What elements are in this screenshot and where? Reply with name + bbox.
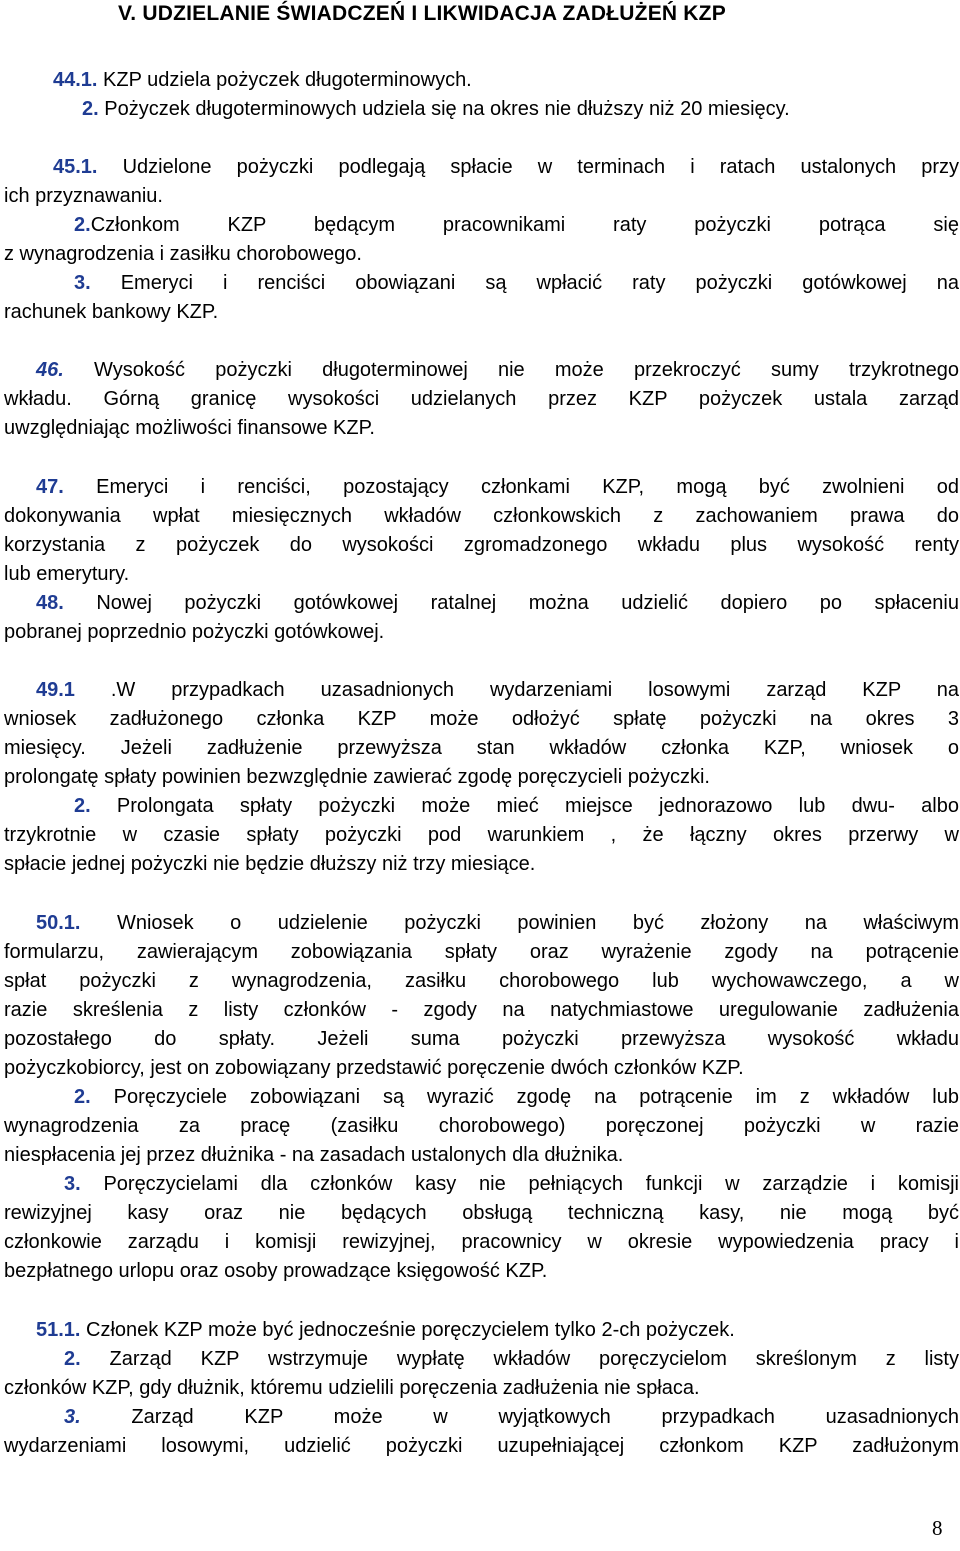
paragraph-46: 46. Wysokość pożyczki długoterminowej nie może przekroczyć sumy trzykrotnego bbox=[36, 359, 959, 381]
paragraph-50-1-line: spłat pożyczki z wynagrodzenia, zasiłku chorobowego lub wychowawczego, a w bbox=[4, 970, 959, 992]
paragraph-49-2-line: spłacie jednej pożyczki nie będzie dłuższy niż trzy miesiące. bbox=[4, 853, 536, 875]
paragraph-number: 2. bbox=[74, 214, 91, 236]
paragraph-number: 50.1. bbox=[36, 912, 81, 934]
paragraph-number: 2. bbox=[74, 1086, 91, 1108]
paragraph-50-3-line: bezpłatnego urlopu oraz osoby prowadzące księgowość KZP. bbox=[4, 1260, 548, 1282]
paragraph-50-1-line: pozostałego do spłaty. Jeżeli suma pożyczki przewyższa wysokość wkładu bbox=[4, 1028, 959, 1050]
paragraph-49-1-line: wniosek zadłużonego członka KZP może odłożyć spłatę pożyczki na okres 3 bbox=[4, 708, 959, 730]
paragraph-number: 48. bbox=[36, 592, 64, 614]
paragraph-number: 2. bbox=[74, 795, 91, 817]
paragraph-number: 3. bbox=[64, 1406, 81, 1428]
paragraph-number: 2. bbox=[82, 98, 99, 120]
paragraph-44-2: 2. Pożyczek długoterminowych udziela się na okres nie dłuższy niż 20 miesięcy. bbox=[82, 98, 790, 120]
paragraph-49-2-line: trzykrotnie w czasie spłaty pożyczki pod warunkiem , że łączny okres przerwy w bbox=[4, 824, 959, 846]
paragraph-50-1: 50.1. Wniosek o udzielenie pożyczki powinien być złożony na właściwym bbox=[36, 912, 959, 934]
paragraph-47-line: dokonywania wpłat miesięcznych wkładów członkowskich z zachowaniem prawa do bbox=[4, 505, 959, 527]
paragraph-48: 48. Nowej pożyczki gotówkowej ratalnej można udzielić dopiero po spłaceniu bbox=[36, 592, 959, 614]
paragraph-number: 45.1. bbox=[53, 156, 98, 178]
paragraph-47-line: lub emerytury. bbox=[4, 563, 130, 585]
paragraph-number: 44.1. bbox=[53, 69, 98, 91]
paragraph-50-2-line: niespłacenia jej przez dłużnika - na zasadach ustalonych dla dłużnika. bbox=[4, 1144, 624, 1166]
section-title: V. UDZIELANIE ŚWIADCZEŃ I LIKWIDACJA ZADŁUŻEŃ KZP bbox=[118, 2, 726, 25]
paragraph-45-2: 2.Członkom KZP będącym pracownikami raty pożyczki potrąca się bbox=[74, 214, 959, 236]
paragraph-51-2: 2. Zarząd KZP wstrzymuje wypłatę wkładów poręczycielom skreślonym z listy bbox=[64, 1348, 959, 1370]
paragraph-44-1: 44.1. KZP udziela pożyczek długoterminowych. bbox=[53, 69, 472, 91]
paragraph-49-2: 2. Prolongata spłaty pożyczki może mieć miejsce jednorazowo lub dwu- albo bbox=[74, 795, 959, 817]
paragraph-50-2: 2. Poręczyciele zobowiązani są wyrazić zgodę na potrącenie im z wkładów lub bbox=[74, 1086, 959, 1108]
paragraph-48-line: pobranej poprzednio pożyczki gotówkowej. bbox=[4, 621, 385, 643]
paragraph-number: 47. bbox=[36, 476, 64, 498]
paragraph-51-3-line: wydarzeniami losowymi, udzielić pożyczki uzupełniającej członkom KZP zadłużonym bbox=[4, 1435, 959, 1457]
paragraph-number: 3. bbox=[64, 1173, 81, 1195]
paragraph-45-3-line: rachunek bankowy KZP. bbox=[4, 301, 219, 323]
paragraph-50-1-line: razie skreślenia z listy członków - zgody na natychmiastowe uregulowanie zadłużenia bbox=[4, 999, 959, 1021]
paragraph-number: 3. bbox=[74, 272, 91, 294]
paragraph-51-2-line: członków KZP, gdy dłużnik, któremu udzielili poręczenia zadłużenia nie spłaca. bbox=[4, 1377, 700, 1399]
paragraph-49-1-line: prolongatę spłaty powinien bezwzględnie zawierać zgodę poręczycieli pożyczki. bbox=[4, 766, 710, 788]
page-number: 8 bbox=[932, 1516, 943, 1540]
paragraph-number: 2. bbox=[64, 1348, 81, 1370]
paragraph-46-line: wkładu. Górną granicę wysokości udzielanych przez KZP pożyczek ustala zarząd bbox=[4, 388, 959, 410]
paragraph-51-3: 3. Zarząd KZP może w wyjątkowych przypadkach uzasadnionych bbox=[64, 1406, 959, 1428]
paragraph-47: 47. Emeryci i renciści, pozostający członkami KZP, mogą być zwolnieni od bbox=[36, 476, 959, 498]
paragraph-47-line: korzystania z pożyczek do wysokości zgromadzonego wkładu plus wysokość renty bbox=[4, 534, 959, 556]
paragraph-49-1-line: miesięcy. Jeżeli zadłużenie przewyższa stan wkładów członka KZP, wniosek o bbox=[4, 737, 959, 759]
paragraph-49-1: 49.1 .W przypadkach uzasadnionych wydarzeniami losowymi zarząd KZP na bbox=[36, 679, 959, 701]
paragraph-50-3-line: rewizyjnej kasy oraz nie będących obsługą techniczną kasy, nie mogą być bbox=[4, 1202, 959, 1224]
paragraph-45-2-line: z wynagrodzenia i zasiłku chorobowego. bbox=[4, 243, 362, 265]
paragraph-50-3-line: członkowie zarządu i komisji rewizyjnej, pracownicy w okresie wypowiedzenia pracy i bbox=[4, 1231, 959, 1253]
paragraph-50-2-line: wynagrodzenia za pracę (zasiłku chorobowego) poręczonej pożyczki w razie bbox=[4, 1115, 959, 1137]
paragraph-number: 46. bbox=[36, 359, 64, 381]
paragraph-46-line: uwzględniając możliwości finansowe KZP. bbox=[4, 417, 375, 439]
paragraph-45-3: 3. Emeryci i renciści obowiązani są wpłacić raty pożyczki gotówkowej na bbox=[74, 272, 959, 294]
paragraph-number: 51.1. bbox=[36, 1319, 81, 1341]
paragraph-50-1-line: pożyczkobiorcy, jest on zobowiązany przedstawić poręczenie dwóch członków KZP. bbox=[4, 1057, 744, 1079]
paragraph-number: 49.1 bbox=[36, 679, 75, 701]
paragraph-45-1-line: ich przyznawaniu. bbox=[4, 185, 163, 207]
paragraph-45-1: 45.1. Udzielone pożyczki podlegają spłacie w terminach i ratach ustalonych przy bbox=[53, 156, 959, 178]
paragraph-50-1-line: formularzu, zawierającym zobowiązania spłaty oraz wyrażenie zgody na potrącenie bbox=[4, 941, 959, 963]
paragraph-50-3: 3. Poręczycielami dla członków kasy nie pełniących funkcji w zarządzie i komisji bbox=[64, 1173, 959, 1195]
paragraph-51-1: 51.1. Członek KZP może być jednocześnie poręczycielem tylko 2-ch pożyczek. bbox=[36, 1319, 735, 1341]
